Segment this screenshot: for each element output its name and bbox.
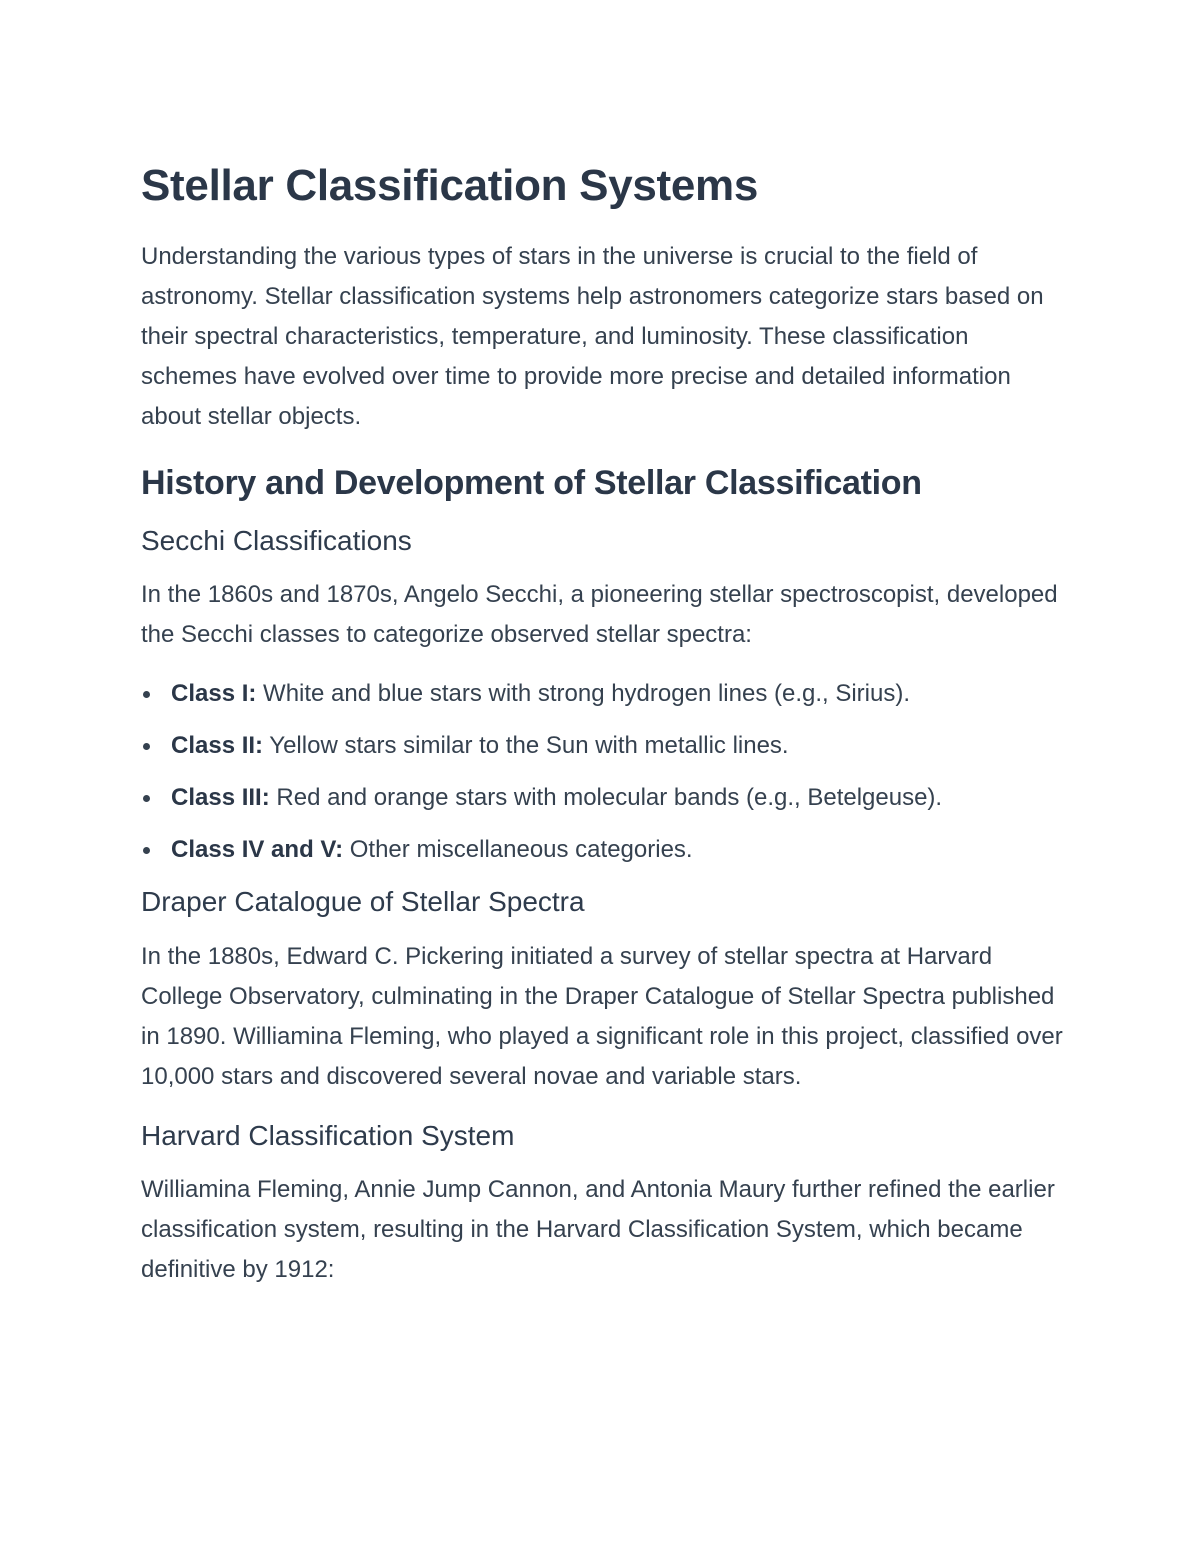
- draper-heading: Draper Catalogue of Stellar Spectra: [141, 886, 585, 918]
- class-term: Class II:: [171, 732, 264, 760]
- bullet-icon: [143, 691, 150, 698]
- list-item: [141, 729, 1066, 763]
- class-description: Red and orange stars with molecular bands (e.g., Betelgeuse).: [269, 784, 943, 812]
- secchi-paragraph: In the 1860s and 1870s, Angelo Secchi, a pioneering stellar spectroscopist, developed the Secchi classes to categorize observed stellar spectra:: [141, 581, 1058, 649]
- bullet-icon: [143, 795, 150, 802]
- secchi-class-list: [141, 677, 1066, 867]
- harvard-heading: Harvard Classification System: [141, 1119, 515, 1151]
- class-description: White and blue stars with strong hydrogen lines (e.g., Sirius).: [256, 680, 911, 708]
- class-description: Yellow stars similar to the Sun with metallic lines.: [263, 732, 789, 760]
- bullet-icon: [143, 847, 150, 854]
- draper-paragraph: In the 1880s, Edward C. Pickering initiated a survey of stellar spectra at Harvard College Observatory, culminating in the Draper Catalogue of Stellar Spectra published in 1890. Williamina Fleming, who played a significant role in this project, classified over 10,000 stars and discovered several novae and variable stars.: [141, 942, 1063, 1090]
- bullet-icon: [143, 743, 150, 750]
- class-term: Class IV and V:: [171, 836, 344, 864]
- class-description: Other miscellaneous categories.: [343, 836, 693, 864]
- class-term: Class III:: [171, 784, 270, 812]
- list-item: [141, 677, 1066, 711]
- list-item: [141, 833, 1066, 867]
- page-title: Stellar Classification Systems: [141, 161, 759, 210]
- list-item: [141, 781, 1066, 815]
- history-heading: History and Development of Stellar Classification: [141, 463, 922, 502]
- class-term: Class I:: [171, 680, 257, 708]
- intro-paragraph: Understanding the various types of stars in the universe is crucial to the field of astronomy. Stellar classification systems help astronomers categorize stars based on their spectral characteristics, temperature, and luminosity. These classification schemes have evolved over time to provide more precise and detailed information about stellar objects.: [141, 242, 1044, 430]
- harvard-paragraph: Williamina Fleming, Annie Jump Cannon, and Antonia Maury further refined the earlier classification system, resulting in the Harvard Classification System, which became definitive by 1912:: [141, 1176, 1055, 1284]
- document-page: [141, 160, 1066, 1312]
- secchi-heading: Secchi Classifications: [141, 524, 412, 556]
